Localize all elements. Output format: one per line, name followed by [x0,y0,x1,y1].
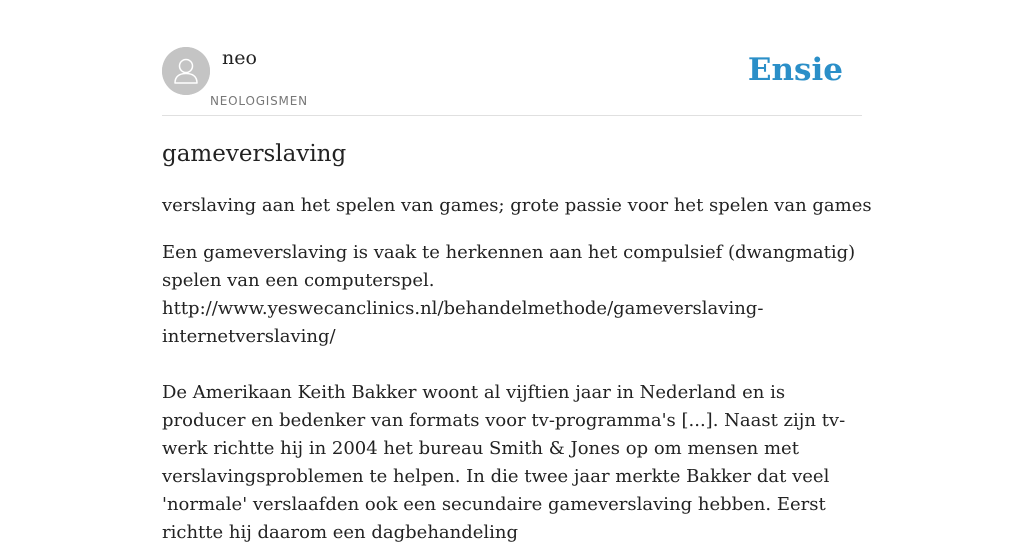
author-avatar[interactable] [162,47,210,95]
header-divider [162,115,862,116]
example-url: http://www.yeswecanclinics.nl/behandelmethode/gameverslaving-internetverslaving/ [162,298,764,347]
paragraph-gap [162,351,862,379]
example-text: Een gameverslaving is vaak te herkennen aan het compulsief (dwangmatig) spelen van een computerspel. [162,242,856,291]
category-label[interactable]: NEOLOGISMEN [210,94,308,108]
author-name[interactable]: neo [222,47,257,69]
example-paragraph: De Amerikaan Keith Bakker woont al vijftien jaar in Nederland en is producer en bedenker van formats voor tv-programma's [...]. Naast zijn tv-werk richtte hij in 2004 het bureau Smith & Jones op om mensen met verslavingsproblemen te helpen. In die twee jaar merkte Bakker dat veel 'normale' verslaafden ook een secundaire gameverslaving hebben. Eerst richtte hij daarom een dagbehandeling [162,382,846,543]
entry-example [162,239,862,547]
entry-word: gameverslaving [162,141,347,167]
brand-logo[interactable]: Ensie [747,52,843,88]
user-avatar-icon [162,47,210,95]
entry-page [162,0,872,543]
entry-definition: verslaving aan het spelen van games; grote passie voor het spelen van games [162,195,872,216]
